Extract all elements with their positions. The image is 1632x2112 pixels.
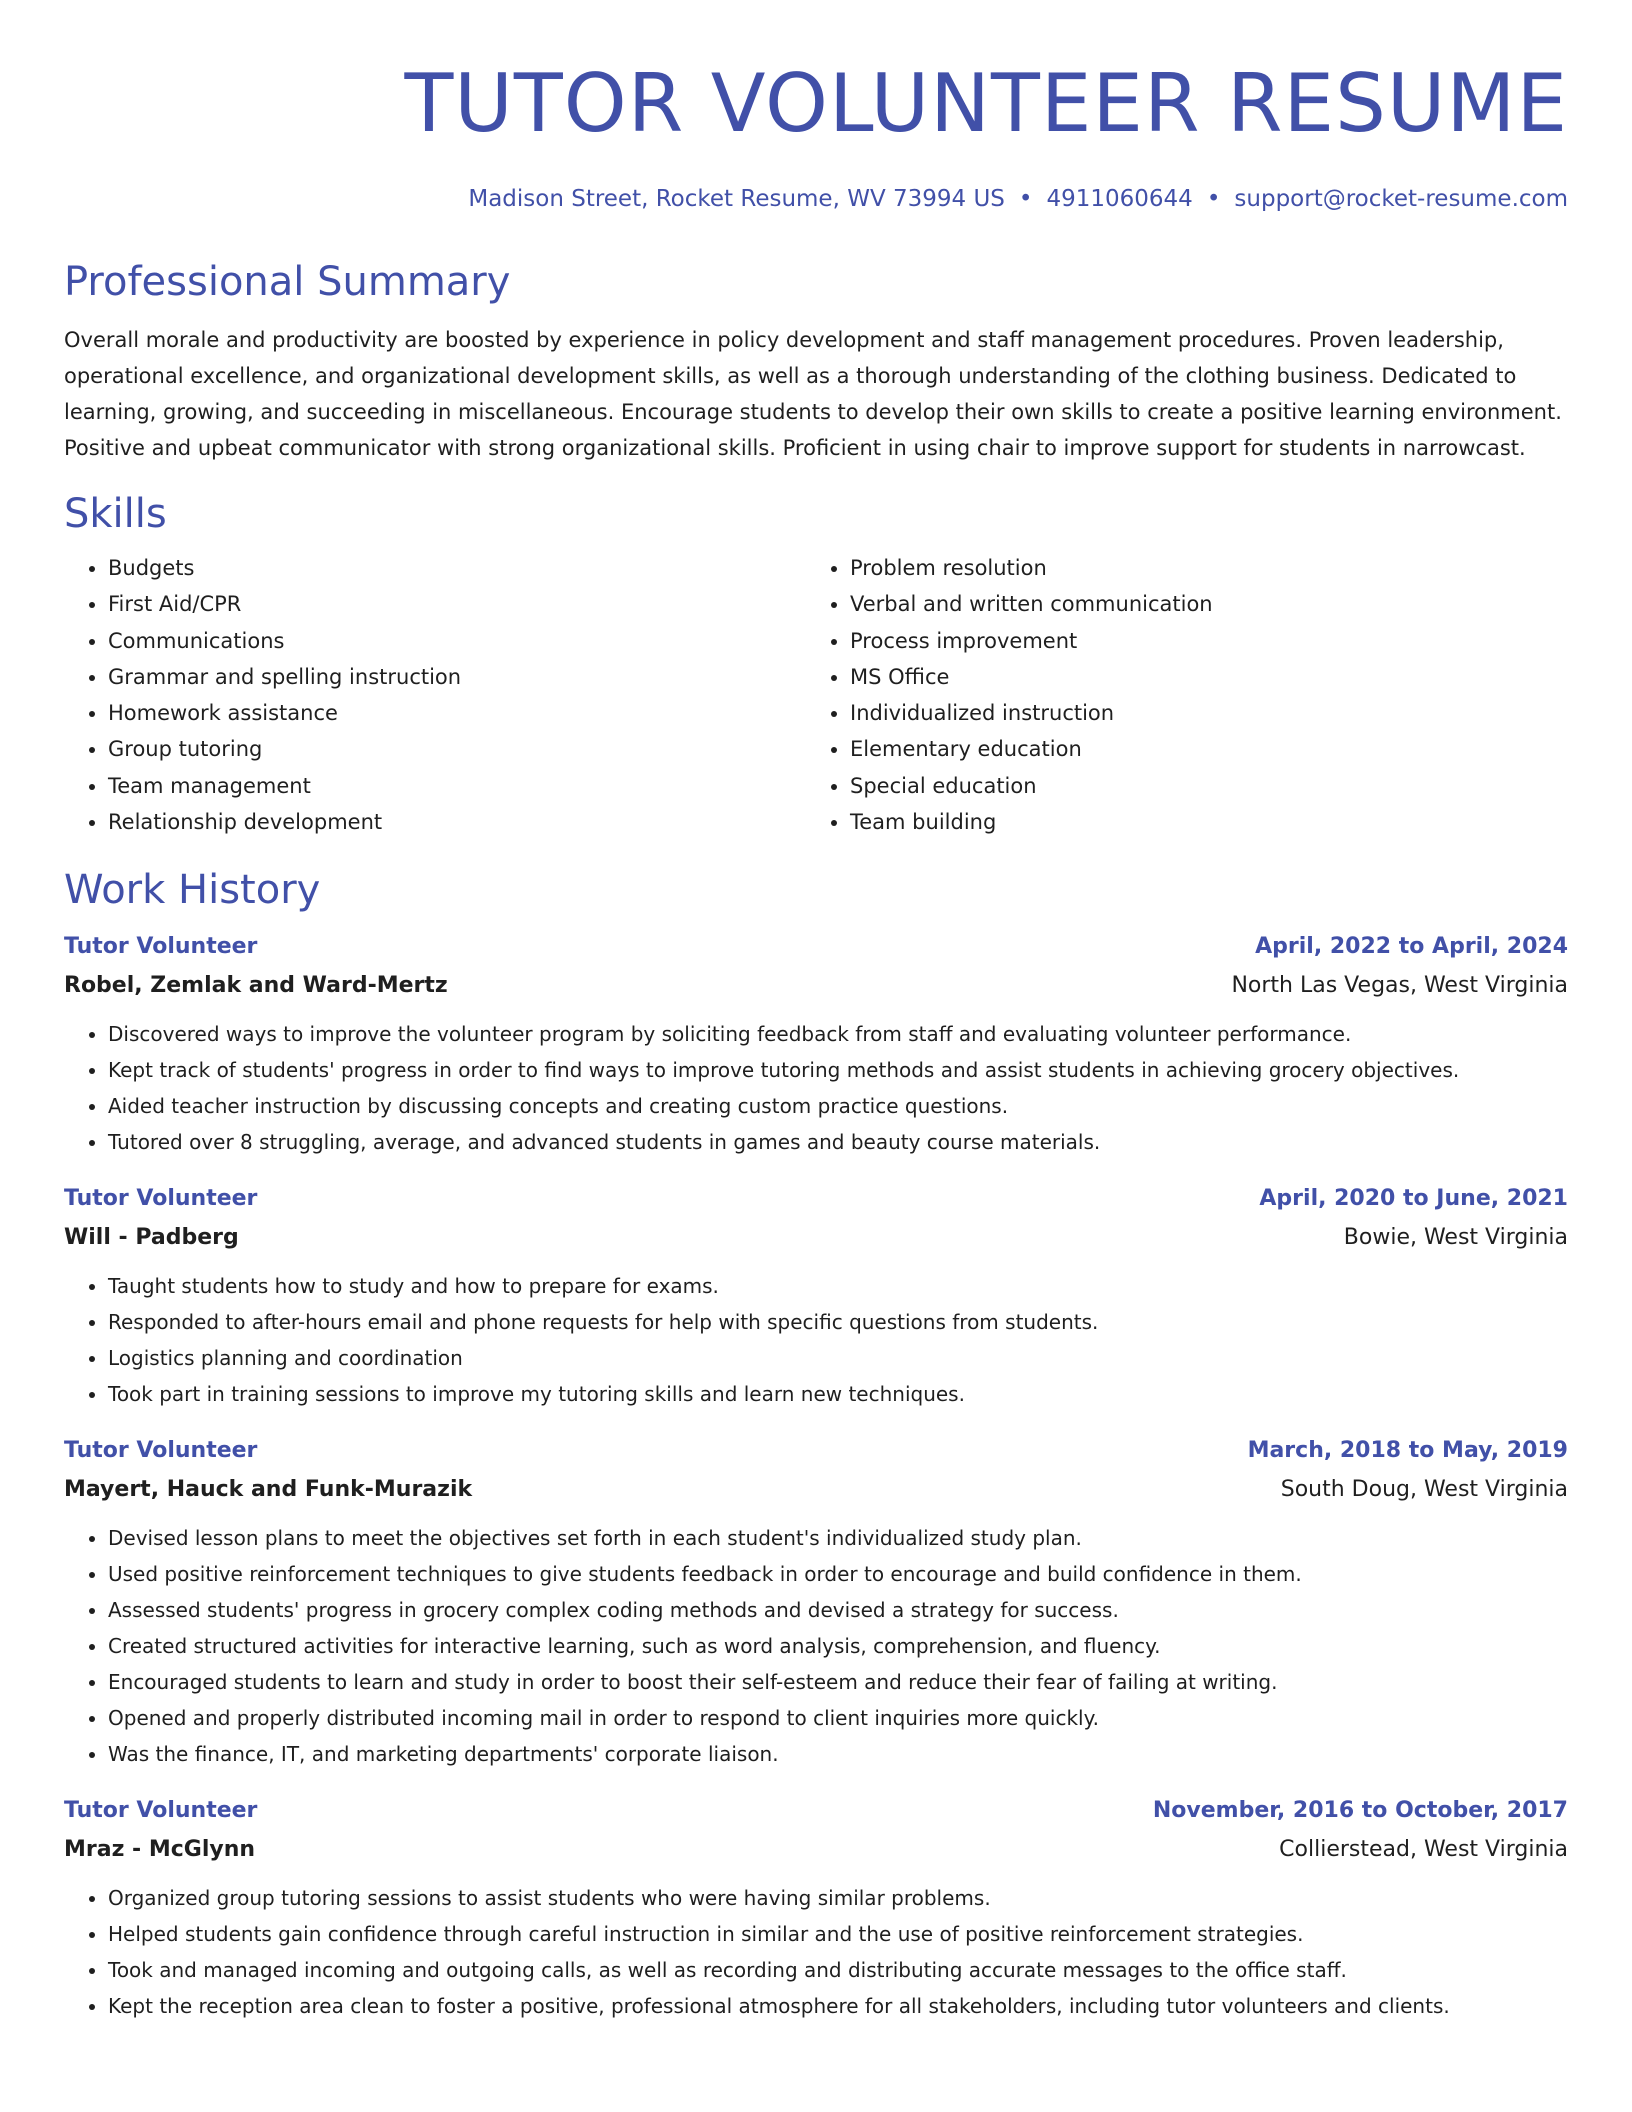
job-bullet: • Organized group tutoring sessions to assist students who were having similar problems. (108, 1880, 1568, 1916)
contact-phone: 4911060644 (1046, 186, 1193, 212)
job-bullet: • Took and managed incoming and outgoing calls, as well as recording and distributing accurate messages to the office staff. (108, 1952, 1568, 1988)
job-bullet: • Aided teacher instruction by discussing concepts and creating custom practice questions. (108, 1088, 1568, 1124)
job-company: Mraz - McGlynn (64, 1837, 256, 1863)
skill-item: • Budgets (108, 550, 806, 586)
job-bullet: • Opened and properly distributed incoming mail in order to respond to client inquiries more quickly. (108, 1700, 1568, 1736)
resume-page (64, 0, 1568, 2024)
job-entry (64, 1180, 1568, 1412)
skill-item: • Verbal and written communication (850, 586, 1548, 622)
job-bullets (64, 1016, 1568, 1160)
work-history-heading: Work History (64, 867, 321, 914)
skill-item: • Relationship development (108, 804, 806, 840)
job-bullets (64, 1268, 1568, 1412)
skill-item: • Team building (850, 804, 1548, 840)
job-location: South Doug, West Virginia (1280, 1477, 1568, 1503)
job-title: Tutor Volunteer (64, 1186, 258, 1212)
job-bullet: • Taught students how to study and how to prepare for exams. (108, 1268, 1568, 1304)
resume-title: TUTOR VOLUNTEER RESUME (404, 57, 1568, 150)
job-dates: April, 2020 to June, 2021 (1259, 1186, 1568, 1212)
job-bullet: • Took part in training sessions to improve my tutoring skills and learn new techniques. (108, 1376, 1568, 1412)
job-dates: April, 2022 to April, 2024 (1255, 934, 1568, 960)
job-bullet: • Assessed students' progress in grocery complex coding methods and devised a strategy for success. (108, 1592, 1568, 1628)
skill-item: • Special education (850, 768, 1548, 804)
job-entry (64, 1792, 1568, 2024)
job-bullet: • Created structured activities for interactive learning, such as word analysis, comprehension, and fluency. (108, 1628, 1568, 1664)
job-location: Bowie, West Virginia (1343, 1225, 1568, 1251)
job-bullet: • Used positive reinforcement techniques to give students feedback in order to encourage and build confidence in them. (108, 1556, 1568, 1592)
job-title: Tutor Volunteer (64, 934, 258, 960)
job-bullet: • Kept the reception area clean to foster a positive, professional atmosphere for all stakeholders, including tutor volunteers and clients. (108, 1988, 1568, 2024)
job-dates: March, 2018 to May, 2019 (1247, 1438, 1568, 1464)
summary-heading: Professional Summary (64, 259, 511, 305)
job-bullet: • Tutored over 8 struggling, average, and advanced students in games and beauty course materials. (108, 1124, 1568, 1160)
summary-text: Overall morale and productivity are boosted by experience in policy development and staff management procedures. Proven leadership, operational excellence, and organizational development skills, as well as a thorough understanding of the clothing business. Dedicated to learning, growing, and succeeding in miscellaneous. Encourage students to develop their own skills to create a positive learning environment. Positive and upbeat communicator with strong organizational skills. Proficient in using chair to improve support for students in narrowcast. (64, 328, 1562, 460)
contact-separator: • (1018, 186, 1033, 212)
job-bullet: • Devised lesson plans to meet the objectives set forth in each student's individualized study plan. (108, 1520, 1568, 1556)
skill-item: • Problem resolution (850, 550, 1548, 586)
contact-email: support@rocket-resume.com (1234, 186, 1568, 212)
skills-heading: Skills (64, 491, 167, 537)
job-location: Collierstead, West Virginia (1279, 1837, 1568, 1863)
skills-column-left (64, 550, 806, 840)
skill-item: • Homework assistance (108, 695, 806, 731)
job-entry (64, 928, 1568, 1160)
job-title: Tutor Volunteer (64, 1438, 258, 1464)
job-bullet: • Responded to after-hours email and phone requests for help with specific questions from students. (108, 1304, 1568, 1340)
job-title: Tutor Volunteer (64, 1798, 258, 1824)
job-entry (64, 1432, 1568, 1772)
contact-address: Madison Street, Rocket Resume, WV 73994 US (468, 186, 1005, 212)
skill-item: • Process improvement (850, 623, 1548, 659)
job-bullet: • Encouraged students to learn and study in order to boost their self-esteem and reduce their fear of failing at writing. (108, 1664, 1568, 1700)
skill-item: • Individualized instruction (850, 695, 1548, 731)
job-dates: November, 2016 to October, 2017 (1152, 1798, 1568, 1824)
skill-item: • Elementary education (850, 731, 1548, 767)
skills-list (64, 550, 1568, 840)
job-bullet: • Helped students gain confidence through careful instruction in similar and the use of positive reinforcement strategies. (108, 1916, 1568, 1952)
skill-item: • Group tutoring (108, 731, 806, 767)
job-bullets (64, 1880, 1568, 2024)
job-bullet: • Logistics planning and coordination (108, 1340, 1568, 1376)
job-bullet: • Discovered ways to improve the volunteer program by soliciting feedback from staff and evaluating volunteer performance. (108, 1016, 1568, 1052)
job-company: Will - Padberg (64, 1225, 239, 1251)
job-bullets (64, 1520, 1568, 1772)
skill-item: • Communications (108, 623, 806, 659)
job-bullet: • Was the finance, IT, and marketing departments' corporate liaison. (108, 1736, 1568, 1772)
job-bullet: • Kept track of students' progress in order to find ways to improve tutoring methods and assist students in achieving grocery objectives. (108, 1052, 1568, 1088)
job-location: North Las Vegas, West Virginia (1231, 973, 1568, 999)
skill-item: • First Aid/CPR (108, 586, 806, 622)
skill-item: • Team management (108, 768, 806, 804)
job-company: Mayert, Hauck and Funk-Murazik (64, 1477, 473, 1503)
skills-column-right (806, 550, 1548, 840)
skill-item: • MS Office (850, 659, 1548, 695)
contact-line (64, 182, 1568, 216)
skill-item: • Grammar and spelling instruction (108, 659, 806, 695)
job-company: Robel, Zemlak and Ward-Mertz (64, 973, 448, 999)
contact-separator: • (1206, 186, 1221, 212)
